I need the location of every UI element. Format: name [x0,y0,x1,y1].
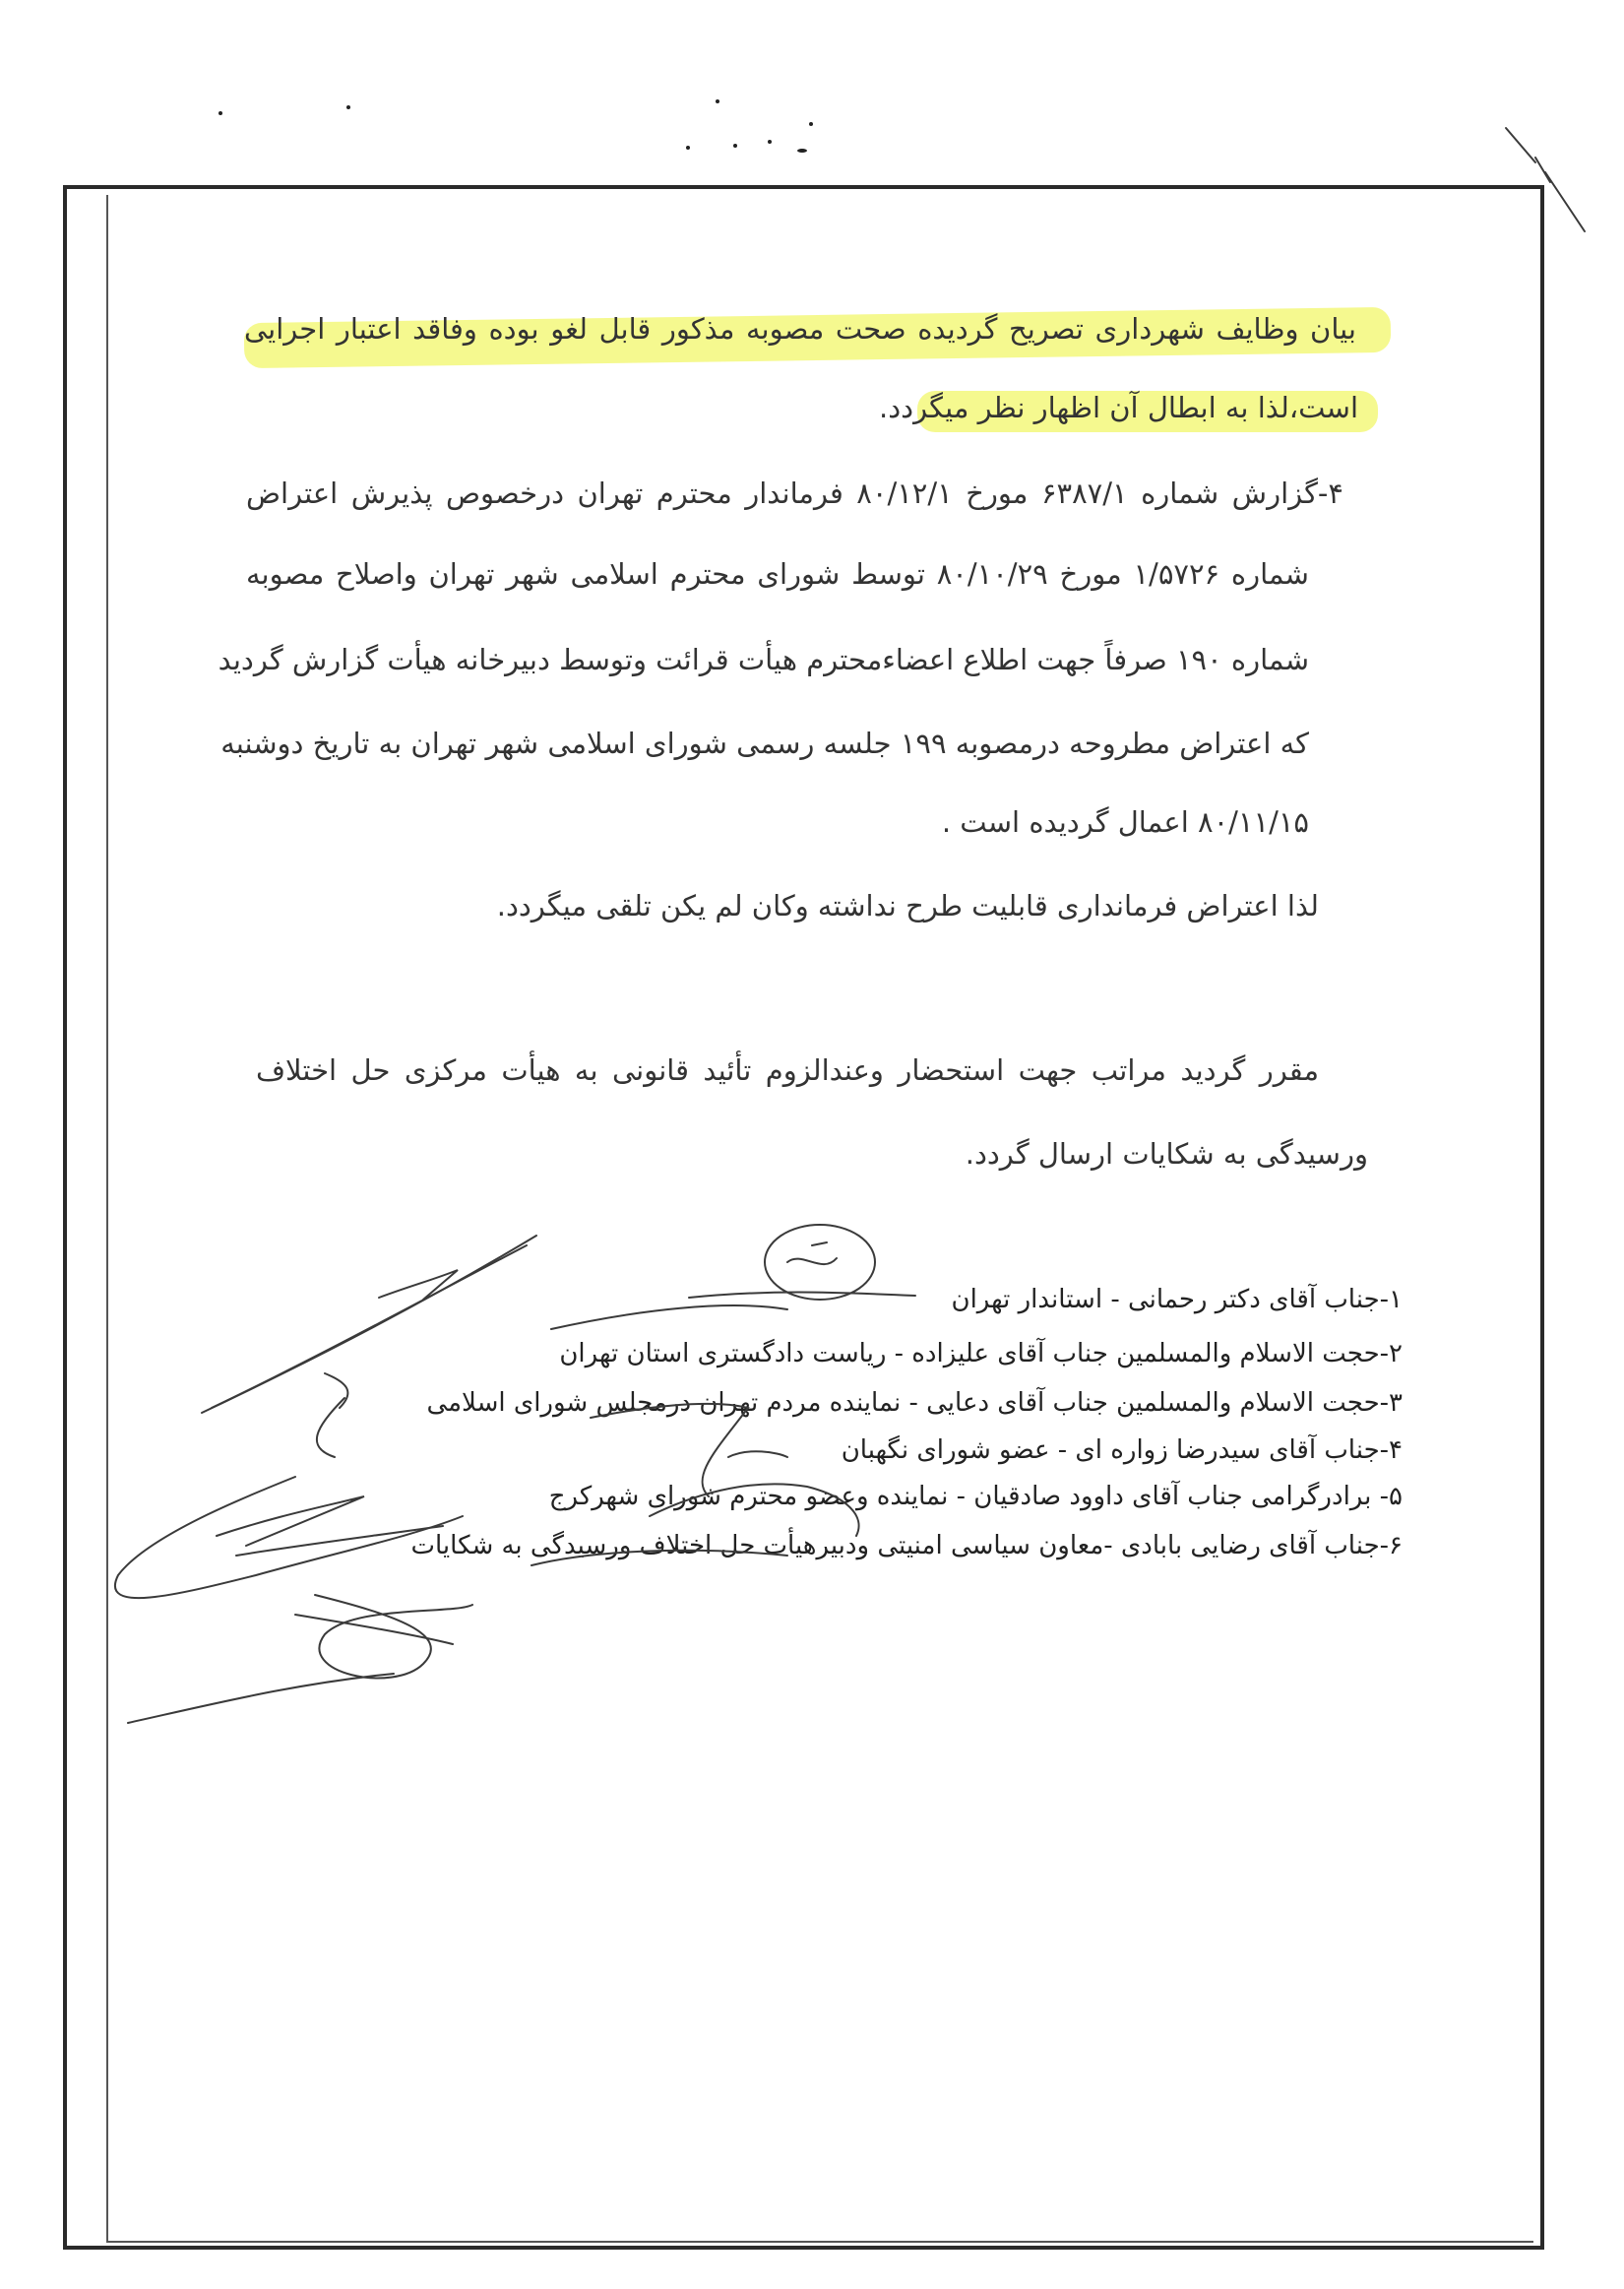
item4-line-4: که اعتراض مطروحه درمصوبه ۱۹۹ جلسه رسمی شورای اسلامی شهر تهران به تاریخ دوشنبه [220,727,1309,760]
item4-line-2: شماره ۱/۵۷۲۶ مورخ ۸۰/۱۰/۲۹ توسط شورای محترم اسلامی شهر تهران واصلاح مصوبه [246,557,1309,591]
signatory-6: ۶-جناب آقای رضایی بابادی -معاون سیاسی امنیتی ودبیرهیأت حل اختلاف ورسیدگی به شکایات [410,1531,1403,1560]
paragraph-a-line-1: بیان وظایف شهرداری تصریح گردیده صحت مصوبه مذکور قابل لغو بوده وفاقد اعتبار اجرایی [244,312,1356,346]
decision-line-1: مقرر گردید مراتب جهت استحضار وعندالزوم تأئید قانونی به هیأت مرکزی حل اختلاف [256,1053,1319,1087]
signatory-5: ۵- برادرگرامی جناب آقای داوود صادقیان - نماینده وعضو محترم شورای شهرکرج [548,1482,1403,1511]
signatory-2: ۲-حجت الاسلام والمسلمین جناب آقای علیزاده - ریاست دادگستری استان تهران [559,1339,1403,1368]
paragraph-a-line-2: است،لذا به ابطال آن اظهار نظر میگردد. [879,391,1358,424]
item4-conclusion: لذا اعتراض فرمانداری قابلیت طرح نداشته وکان لم یکن تلقی میگردد. [496,889,1319,922]
item4-line-5: ۸۰/۱۱/۱۵ اعمال گردیده است . [941,805,1309,839]
decision-line-2: ورسیدگی به شکایات ارسال گردد. [965,1137,1368,1171]
signatory-3: ۳-حجت الاسلام والمسلمین جناب آقای دعایی - نماینده مردم تهران درمجلس شورای اسلامی [426,1388,1403,1418]
item4-line-1: ۴-گزارش شماره ۶۳۸۷/۱ مورخ ۸۰/۱۲/۱ فرماندار محترم تهران درخصوص پذیرش اعتراض [246,477,1343,510]
item4-line-3: شماره ۱۹۰ صرفاً جهت اطلاع اعضاءمحترم هیأت قرائت وتوسط دبیرخانه هیأت گزارش گردید [218,643,1309,676]
signatory-1: ۱-جناب آقای دکتر رحمانی - استاندار تهران [951,1285,1403,1314]
signatory-4: ۴-جناب آقای سیدرضا زواره ای - عضو شورای نگهبان [841,1435,1403,1465]
